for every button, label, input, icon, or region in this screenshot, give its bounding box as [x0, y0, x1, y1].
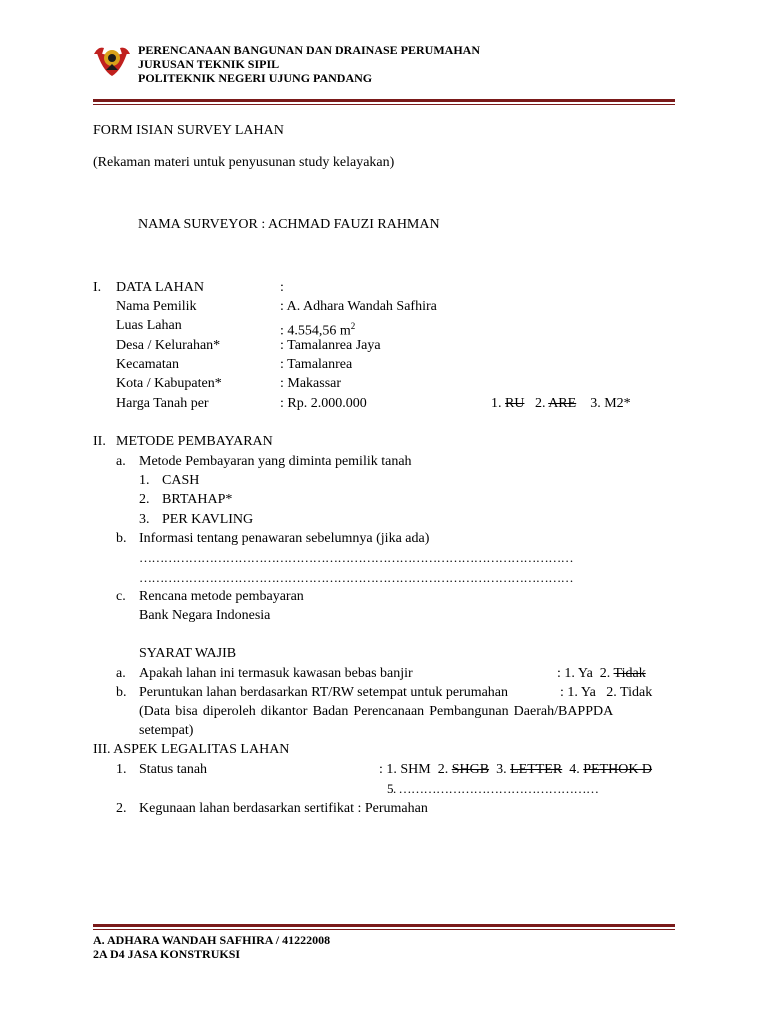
- option-1-number: 1.: [139, 473, 150, 488]
- header-line-1: PERENCANAAN BANGUNAN DAN DRAINASE PERUMAHAN: [138, 43, 480, 57]
- owner-name-label: Nama Pemilik: [116, 299, 197, 314]
- status-pethok-d: PETHOK D: [583, 762, 653, 777]
- option-cash: CASH: [162, 473, 200, 488]
- footer-class: 2A D4 JASA KONSTRUKSI: [93, 947, 241, 961]
- land-price-value: : Rp. 2.000.000: [280, 396, 367, 411]
- header-rule-thick: [93, 99, 675, 102]
- requirements-title: SYARAT WAJIB: [139, 646, 237, 661]
- village-label: Desa / Kelurahan*: [116, 338, 221, 353]
- previous-offer-dots-1: ……………………………………………………………………………………………: [139, 550, 574, 565]
- owner-name-value: : A. Adhara Wandah Safhira: [280, 299, 437, 314]
- payment-plan-label: Rencana metode pembayaran: [139, 589, 304, 604]
- land-area-label: Luas Lahan: [116, 318, 182, 333]
- flood-free-question: Apakah lahan ini termasuk kawasan bebas banjir: [139, 666, 413, 681]
- item-2-number: 2.: [116, 801, 127, 816]
- flood-answer-no: Tidak: [613, 666, 646, 681]
- district-label: Kecamatan: [116, 357, 179, 372]
- city-label: Kota / Kabupaten*: [116, 376, 222, 391]
- section-3-title: III. ASPEK LEGALITAS LAHAN: [93, 742, 290, 757]
- option-installment: BRTAHAP*: [162, 492, 233, 507]
- req-b-marker: b.: [116, 685, 127, 700]
- previous-offer-dots-2: ……………………………………………………………………………………………: [139, 570, 574, 585]
- status-other: 5. …………………………………………: [387, 781, 599, 796]
- unit-option-ru: RU: [505, 396, 525, 411]
- land-use-line: Kegunaan lahan berdasarkan sertifikat : Perumahan: [139, 801, 428, 816]
- status-shm: : 1. SHM: [379, 762, 431, 777]
- section-1-title: DATA LAHAN: [116, 280, 204, 295]
- section-2-number: II.: [93, 434, 106, 449]
- land-area-value: : 4.554,56 $m^2$: [280, 321, 356, 339]
- footer-author: A. ADHARA WANDAH SAFHIRA / 41222008: [93, 933, 331, 947]
- flood-free-answer: : 1. Ya 2. Tidak: [557, 666, 646, 681]
- village-value: : Tamalanrea Jaya: [280, 338, 381, 353]
- form-subtitle: (Rekaman materi untuk penyusunan study kelayakan): [93, 155, 395, 170]
- price-unit-options: 1. RU 2. ARE 3. M2*: [491, 396, 631, 411]
- status-shgb: SHGB: [451, 762, 490, 777]
- section-1-number: I.: [93, 280, 102, 295]
- item-c-marker: c.: [116, 589, 126, 604]
- institution-logo: [92, 40, 132, 80]
- header-rule-thin: [93, 104, 675, 105]
- item-b-marker: b.: [116, 531, 127, 546]
- option-per-kavling: PER KAVLING: [162, 512, 254, 527]
- surveyor-line: NAMA SURVEYOR : ACHMAD FAUZI RAHMAN: [138, 217, 440, 232]
- data-source-note: (Data bisa diperoleh dikantor Badan Perencanaan Pembangunan Daerah/BAPPDA: [139, 704, 614, 719]
- data-source-note-cont: setempat): [139, 723, 194, 738]
- district-value: : Tamalanrea: [280, 357, 353, 372]
- land-status-options: : 1. SHM 2. SHGB 3. LETTER 4. PETHOK D: [379, 762, 653, 777]
- form-title: FORM ISIAN SURVEY LAHAN: [93, 123, 284, 138]
- payment-plan-value: Bank Negara Indonesia: [139, 608, 271, 623]
- previous-offer-question: Informasi tentang penawaran sebelumnya (jika ada): [139, 531, 430, 546]
- option-2-number: 2.: [139, 492, 150, 507]
- option-3-number: 3.: [139, 512, 150, 527]
- payment-method-question: Metode Pembayaran yang diminta pemilik tanah: [139, 454, 412, 469]
- zoning-answer: : 1. Ya 2. Tidak: [560, 685, 653, 700]
- footer-rule-thick: [93, 924, 675, 927]
- item-a-marker: a.: [116, 454, 126, 469]
- section-2-title: METODE PEMBAYARAN: [116, 434, 273, 449]
- header-line-2: JURUSAN TEKNIK SIPIL: [138, 57, 280, 71]
- req-a-marker: a.: [116, 666, 126, 681]
- footer-rule-thin: [93, 929, 675, 930]
- zoning-question: Peruntukan lahan berdasarkan RT/RW setempat untuk perumahan: [139, 685, 509, 700]
- unit-option-m2: 3. M2*: [590, 396, 631, 411]
- section-1-colon: :: [280, 280, 284, 295]
- land-status-label: Status tanah: [139, 762, 208, 777]
- city-value: : Makassar: [280, 376, 342, 391]
- item-1-number: 1.: [116, 762, 127, 777]
- status-letter: LETTER: [510, 762, 563, 777]
- land-price-label: Harga Tanah per: [116, 396, 209, 411]
- unit-option-are: ARE: [548, 396, 577, 411]
- header-line-3: POLITEKNIK NEGERI UJUNG PANDANG: [138, 71, 373, 85]
